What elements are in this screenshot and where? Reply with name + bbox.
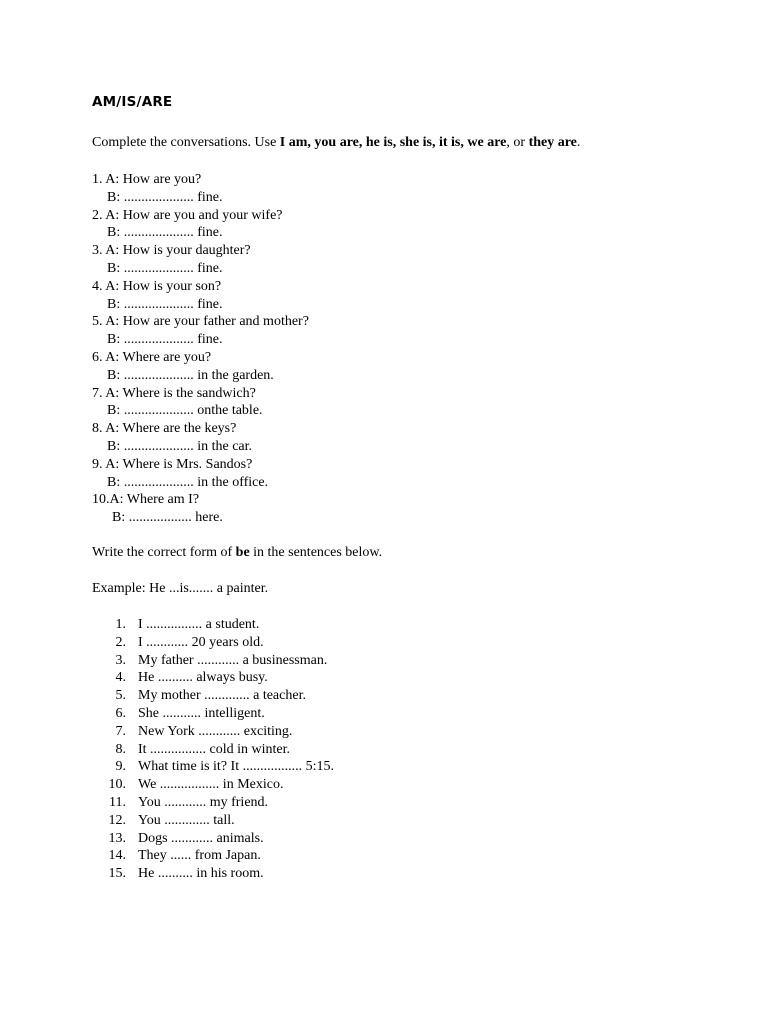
item-number: 12. [108, 812, 126, 828]
conversation-a: 5. A: How are your father and mother? [92, 314, 309, 330]
instruction-bold-pronouns: I am, you are, he is, she is, it is, we are [279, 135, 507, 150]
list-item [92, 830, 334, 848]
item-text: You ............ my friend. [138, 794, 269, 810]
item-number: 13. [108, 830, 126, 846]
conversation-a: 8. A: Where are the keys? [92, 421, 237, 437]
item-text: They ...... from Japan. [138, 848, 261, 864]
item-text: He .......... in his room. [138, 866, 264, 882]
item-number: 11. [109, 794, 126, 810]
item-number: 6. [115, 705, 126, 721]
instruction-text: in the sentences below. [249, 545, 383, 560]
list-item [92, 652, 334, 670]
item-text: I ................ a student. [138, 617, 260, 632]
conversation-b: B: .................... fine. [107, 260, 223, 276]
item-number: 3. [115, 652, 126, 668]
list-item [92, 705, 334, 723]
instruction-text: , or [506, 135, 529, 150]
instruction-text: Write the correct form of [92, 545, 236, 560]
list-item [92, 669, 334, 687]
item-number: 4. [115, 670, 126, 686]
list-item [92, 776, 334, 794]
conversation-a: 9. A: Where is Mrs. Sandos? [92, 456, 253, 472]
item-number: 5. [115, 688, 126, 704]
conversation-list [92, 171, 309, 527]
item-number: 14. [108, 848, 126, 864]
item-text: You ............. tall. [138, 812, 235, 828]
item-number: 2. [115, 634, 126, 650]
instruction-bold-they-are: they are [528, 135, 577, 150]
page-title: AM/IS/ARE [92, 94, 173, 110]
item-number: 8. [115, 741, 126, 757]
item-text: He .......... always busy. [138, 670, 268, 686]
item-text: Dogs ............ animals. [138, 830, 264, 846]
item-text: She ........... intelligent. [138, 705, 265, 721]
item-number: 9. [115, 759, 126, 775]
list-item [92, 634, 334, 652]
instruction-text: Complete the conversations. Use [92, 135, 280, 150]
instruction-conversations [92, 135, 580, 151]
example-sentence: Example: He ...is....... a painter. [92, 581, 269, 596]
list-item [92, 758, 334, 776]
item-text: I ............ 20 years old. [138, 634, 264, 650]
conversation-b: B: .................... fine. [107, 332, 223, 348]
item-text: My mother ............. a teacher. [138, 688, 306, 704]
instruction-text: . [576, 135, 581, 150]
item-text: We ................. in Mexico. [138, 777, 284, 793]
item-number: 1. [115, 617, 126, 632]
conversation-b: B: .................. here. [112, 510, 223, 526]
instruction-be [92, 545, 382, 561]
item-text: It ................ cold in winter. [138, 741, 291, 757]
conversation-a: 2. A: How are you and your wife? [92, 207, 283, 223]
conversation-b: B: .................... onthe table. [107, 403, 263, 419]
list-item [92, 812, 334, 830]
conversation-a: 7. A: Where is the sandwich? [92, 385, 256, 401]
conversation-b: B: .................... in the garden. [107, 367, 274, 383]
item-text: What time is it? It ................. 5:15. [138, 759, 334, 775]
item-number: 7. [115, 723, 126, 739]
list-item [92, 865, 334, 883]
conversation-a: 4. A: How is your son? [92, 278, 222, 294]
conversation-a: 1. A: How are you? [92, 172, 202, 187]
list-item [92, 847, 334, 865]
conversation-b: B: .................... fine. [107, 189, 223, 205]
conversation-a: 10.A: Where am I? [92, 492, 200, 508]
item-number: 15. [108, 866, 126, 882]
list-item [92, 616, 334, 634]
list-item [92, 741, 334, 759]
sentence-list [92, 616, 334, 883]
instruction-bold-be: be [235, 545, 250, 560]
list-item [92, 794, 334, 812]
item-text: My father ............ a businessman. [138, 652, 328, 668]
item-text: New York ............ exciting. [138, 723, 293, 739]
list-item [92, 723, 334, 741]
item-number: 10. [108, 777, 126, 793]
conversation-b: B: .................... fine. [107, 225, 223, 241]
conversation-a: 6. A: Where are you? [92, 349, 212, 365]
conversation-b: B: .................... fine. [107, 296, 223, 312]
conversation-a: 3. A: How is your daughter? [92, 243, 251, 259]
list-item [92, 687, 334, 705]
conversation-b: B: .................... in the car. [107, 438, 253, 454]
conversation-b: B: .................... in the office. [107, 474, 269, 490]
